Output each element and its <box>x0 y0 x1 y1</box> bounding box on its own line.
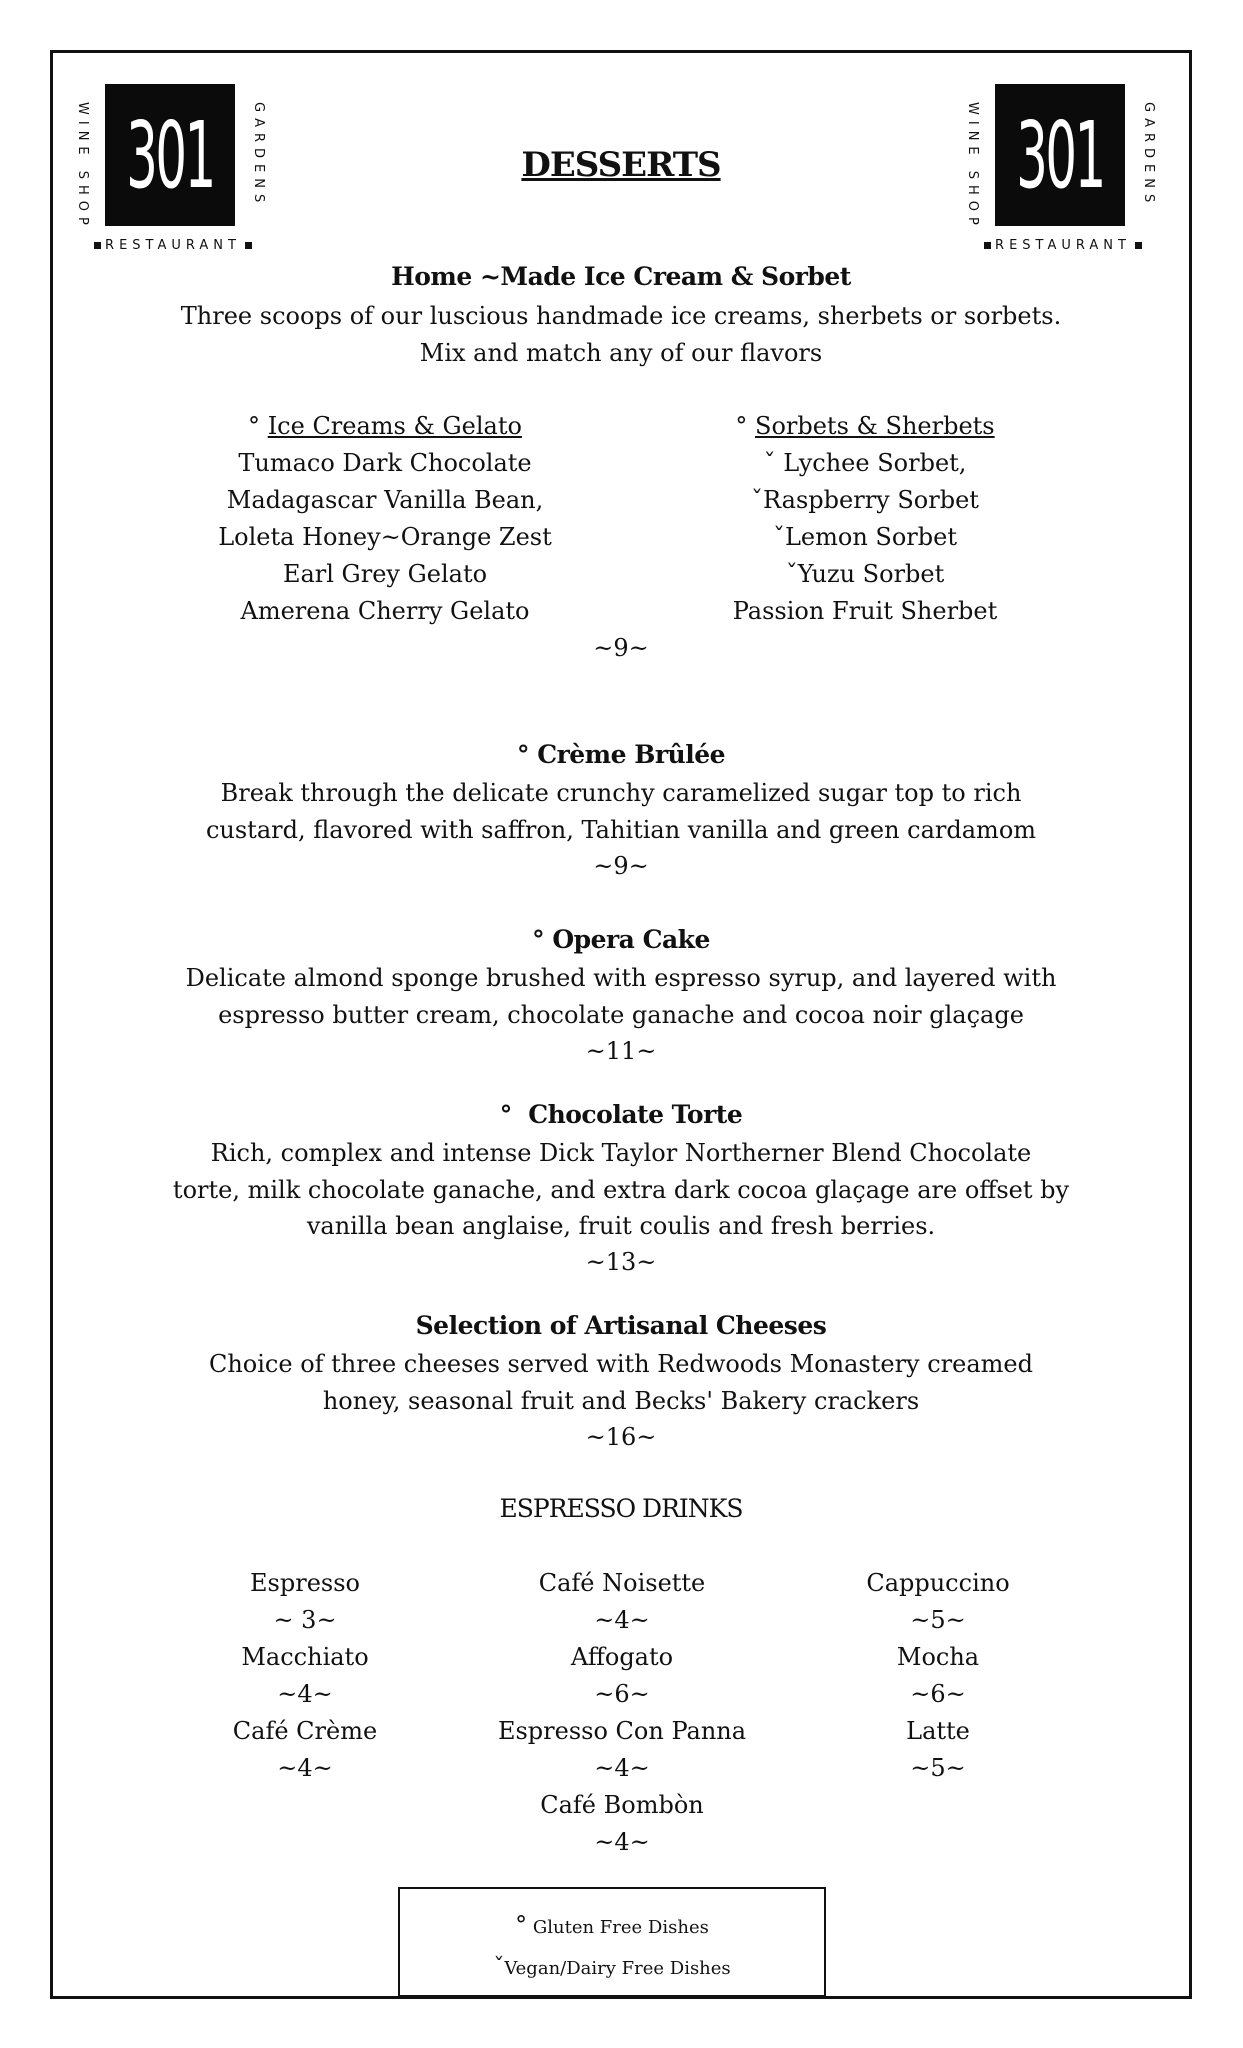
flavor-item: ˇYuzu Sorbet <box>785 560 945 588</box>
logo-wine-shop-text: WINE SHOP <box>965 102 980 231</box>
sorbet-column <box>655 408 1075 630</box>
drink-name: Café Bombòn <box>540 1791 704 1819</box>
opera-cake-desc-2: espresso butter cream, chocolate ganache and cocoa noir glaçage <box>218 1001 1024 1029</box>
logo-box: 301 <box>995 84 1125 226</box>
creme-brulee-desc-2: custard, flavored with saffron, Tahitian vanilla and green cardamom <box>205 816 1037 844</box>
drink-price: ~4~ <box>277 1754 333 1782</box>
ice-cream-column <box>175 408 595 630</box>
flavor-item: ˇLemon Sorbet <box>772 523 957 551</box>
chocolate-torte-desc-1: Rich, complex and intense Dick Taylor Northerner Blend Chocolate <box>210 1139 1032 1167</box>
opera-cake-price: ~11~ <box>585 1037 657 1065</box>
flavor-item: Earl Grey Gelato <box>282 560 488 588</box>
logo-wine-shop-text: WINE SHOP <box>75 102 90 231</box>
flavor-item: Madagascar Vanilla Bean, <box>226 486 544 514</box>
cheese-desc-2: honey, seasonal fruit and Becks' Bakery crackers <box>322 1387 920 1415</box>
drink-name: Espresso Con Panna <box>497 1717 747 1745</box>
opera-cake-heading: ° Opera Cake <box>532 925 710 954</box>
drink-name: Latte <box>906 1717 970 1745</box>
chocolate-torte-heading: ° Chocolate Torte <box>499 1100 743 1129</box>
flavor-item: Loleta Honey~Orange Zest <box>218 523 552 551</box>
ice-cream-heading: Home ~Made Ice Cream & Sorbet <box>391 262 851 291</box>
drink-price: ~6~ <box>594 1680 650 1708</box>
page-title: DESSERTS <box>521 145 721 185</box>
drink-name: Mocha <box>896 1643 980 1671</box>
creme-brulee-heading: ° Crème Brûlée <box>516 740 726 769</box>
dietary-legend <box>398 1887 826 1997</box>
drink-price: ~5~ <box>910 1606 966 1634</box>
creme-brulee-desc-1: Break through the delicate crunchy caramelized sugar top to rich <box>220 779 1022 807</box>
legend-vegan: ˇVegan/Dairy Free Dishes <box>493 1955 731 1980</box>
drink-price: ~4~ <box>277 1680 333 1708</box>
opera-cake-desc-1: Delicate almond sponge brushed with espresso syrup, and layered with <box>185 964 1057 992</box>
cheese-price: ~16~ <box>585 1423 657 1451</box>
chocolate-torte-desc-2: torte, milk chocolate ganache, and extra dark cocoa glaçage are offset by <box>172 1176 1070 1204</box>
espresso-drinks-title: ESPRESSO DRINKS <box>499 1494 743 1523</box>
drink-name: Cappuccino <box>866 1569 1010 1597</box>
logo-gardens-text: GARDENS <box>251 102 266 209</box>
drinks-column-1 <box>155 1565 455 1787</box>
flavor-item: Amerena Cherry Gelato <box>240 597 530 625</box>
drink-price: ~5~ <box>910 1754 966 1782</box>
legend-gluten-free: ° Gluten Free Dishes <box>515 1911 709 1939</box>
drinks-column-2 <box>472 1565 772 1861</box>
drink-price: ~6~ <box>910 1680 966 1708</box>
cheese-desc-1: Choice of three cheeses served with Redwoods Monastery creamed <box>208 1350 1033 1378</box>
ice-cream-column-heading: ° Ice Creams & Gelato <box>248 412 522 440</box>
drinks-column-3 <box>788 1565 1088 1787</box>
drink-name: Affogato <box>570 1643 674 1671</box>
logo-gardens-text: GARDENS <box>1141 102 1156 209</box>
flavor-item: ˇ Lychee Sorbet, <box>763 449 967 477</box>
drink-price: ~4~ <box>594 1828 650 1856</box>
ice-cream-desc-1: Three scoops of our luscious handmade ice creams, sherbets or sorbets. <box>180 302 1062 330</box>
ice-cream-desc-2: Mix and match any of our flavors <box>419 339 823 367</box>
drink-name: Café Noisette <box>538 1569 706 1597</box>
logo-box: 301 <box>105 84 235 226</box>
drink-name: Café Crème <box>232 1717 378 1745</box>
drink-price: ~4~ <box>594 1606 650 1634</box>
drink-name: Espresso <box>250 1569 360 1597</box>
ice-cream-price: ~9~ <box>593 634 649 662</box>
cheese-heading: Selection of Artisanal Cheeses <box>415 1311 827 1340</box>
logo-restaurant-text: RESTAURANT <box>960 238 1166 253</box>
creme-brulee-price: ~9~ <box>593 852 649 880</box>
logo-restaurant-text: RESTAURANT <box>70 238 276 253</box>
drink-name: Macchiato <box>241 1643 369 1671</box>
sorbet-column-heading: ° Sorbets & Sherbets <box>735 412 995 440</box>
drink-price: ~ 3~ <box>273 1606 337 1634</box>
drink-price: ~4~ <box>594 1754 650 1782</box>
chocolate-torte-desc-3: vanilla bean anglaise, fruit coulis and fresh berries. <box>306 1212 936 1240</box>
flavor-item: ˇRaspberry Sorbet <box>751 486 979 514</box>
flavor-item: Passion Fruit Sherbet <box>732 597 998 625</box>
flavor-item: Tumaco Dark Chocolate <box>238 449 532 477</box>
chocolate-torte-price: ~13~ <box>585 1248 657 1276</box>
